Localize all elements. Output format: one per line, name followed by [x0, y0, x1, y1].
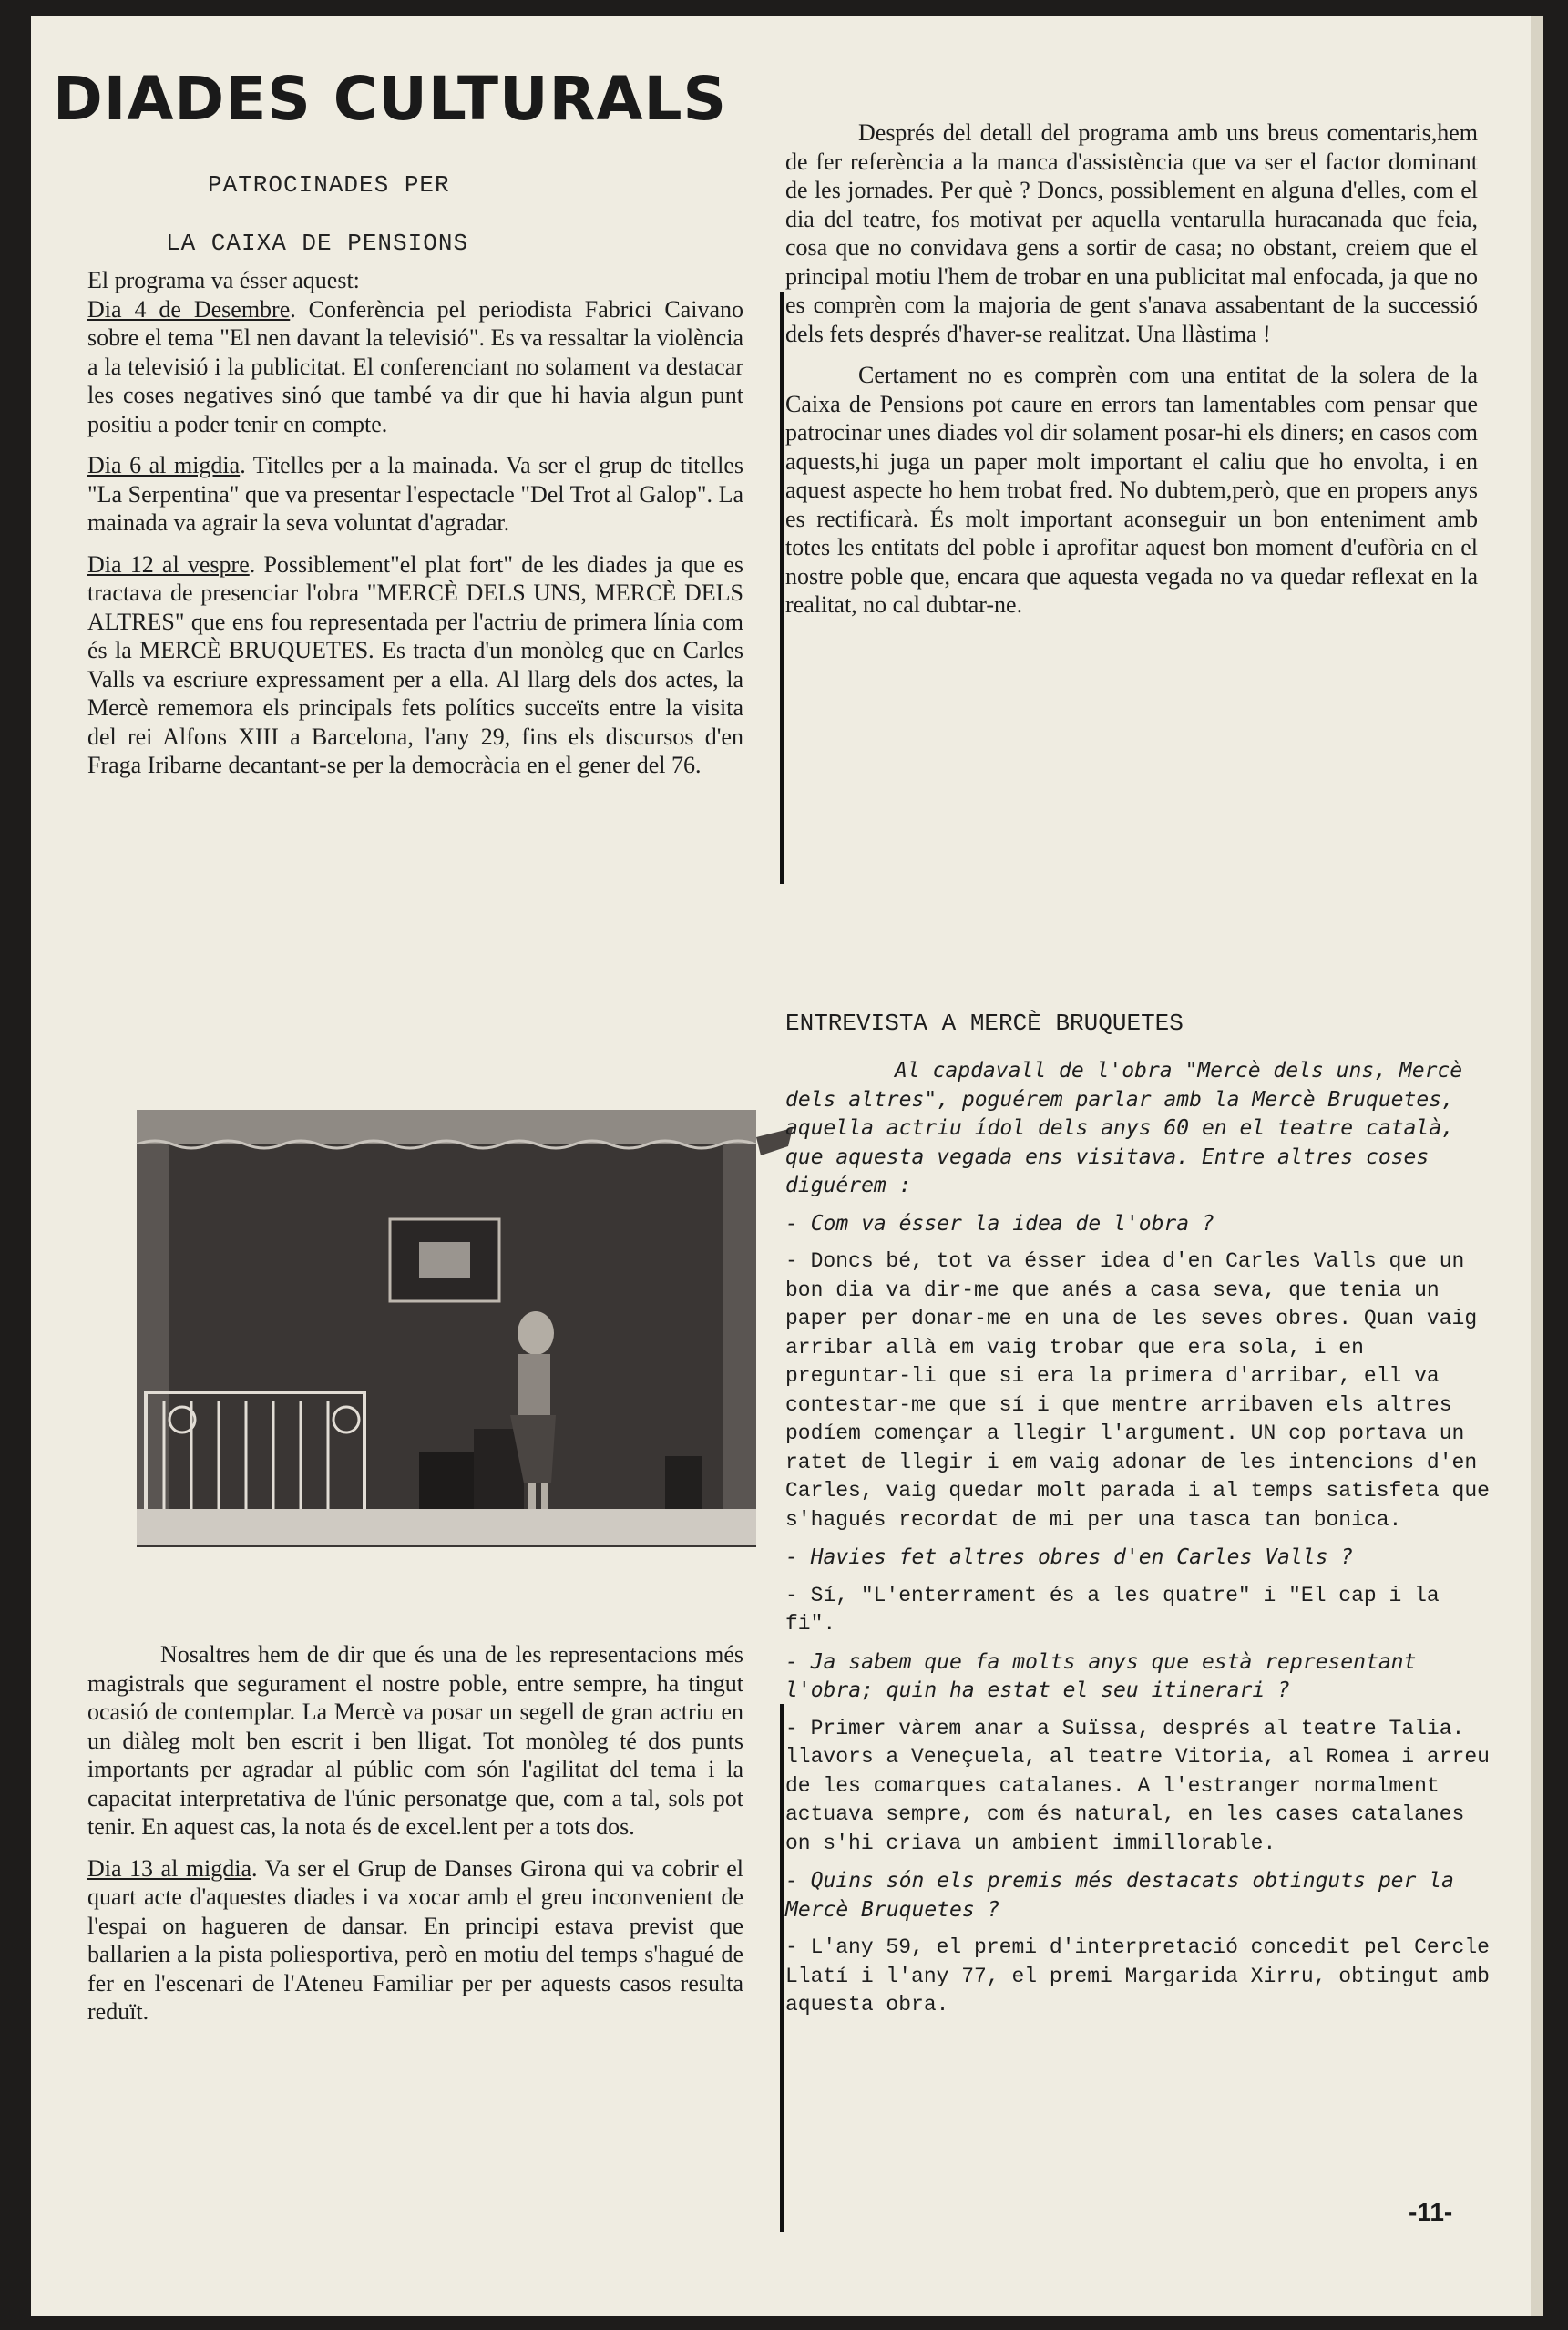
day-text: . Conferència pel periodista Fabrici Caivano sobre el tema "El nen davant la televisió". Es va ressaltar la violència a la televisió i la publicitat. El conferenciant no solament va destacar les coses negatives sinó que també va dir que hi havia algun punt positiu a poder tenir en compte. [87, 295, 743, 437]
interview-answer: - L'any 59, el premi d'interpretació concedit pel Cercle Llatí i l'any 77, el premi Margarida Xirru, obtingut amb aquesta obra. [785, 1935, 1490, 2017]
program-day-6 [87, 451, 743, 538]
interview-answer: - Doncs bé, tot va ésser idea d'en Carles Valls que un bon dia va dir-me que anés a casa seva, que tenia un paper per donar-me en una de les seves obres. Quan vaig arribar allà em vaig trobar que era sola, i en preguntar-li que si era la primera d'arribar, ell va contestar-me que sí i que mentre arribaven els altres podíem començar a llegir l'argument. UN cop portava un ratet de llegir i em vaig adonar de les intencions d'en Carles, vaig quedar molt parada i al temps satisfeta que s'hagués recordat de mi per una tasca tan bonica. [785, 1249, 1490, 1532]
interview-answer: - Sí, "L'enterrament és a les quatre" i "El cap i la fi". [785, 1583, 1440, 1636]
program-lead: El programa va ésser aquest: [87, 267, 360, 293]
day-label: Dia 4 de Desembre [87, 295, 291, 323]
program-day-13 [87, 1854, 743, 2027]
day-text: . Va ser el Grup de Danses Girona qui va cobrir el quart acte d'aquestes diades i va xocar amb el greu inconvenient de l'espai on hagueren de dansar. En principi estava previst que ballarien a la pista poliesportiva, però en motiu del temps s'hagué de fer en l'escenari de l'Ateneu Familiar per per aquests casos resulta reduït. [87, 1854, 743, 2025]
interview-question: - Havies fet altres obres d'en Carles Valls ? [785, 1545, 1354, 1569]
interview-title: ENTREVISTA A MERCÈ BRUQUETES [785, 1010, 1184, 1037]
day-label: Dia 6 al migdia [87, 452, 241, 478]
column-rule [780, 1704, 784, 2232]
day-label: Dia 12 al vespre [87, 550, 250, 578]
interview-answer: - Primer vàrem anar a Suïssa, després al teatre Talia. llavors a Veneçuela, al teatre Vitoria, al Romea i arreu de les comarques catalanes. A l'estranger normalment actuava sempre, com és natural, en les cases catalanes on s'hi criava un ambient immillorable. [785, 1716, 1490, 1855]
interview-question: - Quins són els premis més destacats obtinguts per la Mercè Bruquetes ? [785, 1869, 1454, 1922]
sponsor-line-2: LA CAIXA DE PENSIONS [166, 230, 469, 257]
program-day-12 [87, 550, 743, 780]
day-text: . Possiblement"el plat fort" de les diades ja que es tractava de presenciar l'obra "MERCÈ DELS UNS, MERCÈ DELS ALTRES" que ens fou representada per l'actriu de primera línia com és la MERCÈ BRUQUETES. Es tracta d'un monòleg que en Carles Valls va escriure expressament per a ella. Al llarg dels dos actes, la Mercè rememora els principals fets polítics succeïts entre la visita del rei Alfons XIII a Barcelona, l'any 29, fins els discursos d'en Fraga Iribarne decantant-se per la democràcia en el gener del 76. [87, 550, 743, 778]
commentary-paragraph-2: Certament no es comprèn com una entitat de la solera de la Caixa de Pensions pot caure en errors tan lamentables com pensar que patrocinar unes diades vol dir solament posar-hi els diners; en casos com aquests,hi juga un paper molt important el caliu que ho envolta, i en aquest aspecte ho hem trobat fred. No dubtem,però, que en propers anys es rectificarà. És molt important aconseguir un bon enteniment amb totes les entitats del poble i aprofitar aquest bon moment d'eufòria en el nostre poble que, encara que aquesta vegada no va quedar reflexat en la realitat, no cal dubtar-ne. [785, 362, 1478, 618]
program-column [87, 266, 743, 793]
stage-photo [128, 1101, 793, 1575]
review-column [87, 1640, 743, 2039]
day-text: . Titelles per a la mainada. Va ser el grup de titelles "La Serpentina" que va presentar l'espectacle "Del Trot al Galop". La mainada va agrair la seva voluntat d'agradar. [87, 452, 743, 536]
interview-question: - Ja sabem que fa molts anys que està representant l'obra; quin ha estat el seu itinerari ? [785, 1649, 1417, 1702]
day-label: Dia 13 al migdia [87, 1854, 252, 1882]
interview-question: - Com va ésser la idea de l'obra ? [785, 1211, 1214, 1236]
article-title: DIADES CULTURALS [53, 64, 728, 134]
interview-intro: Al capdavall de l'obra "Mercè dels uns, Mercè dels altres", poguérem parlar amb la Mercè Bruquetes, aquella actriu ídol dels anys 60 en el teatre català, que aquesta vegada ens visitava. Entre altres coses diguérem : [785, 1059, 1463, 1197]
commentary-paragraph-1: Després del detall del programa amb uns breus comentaris,hem de fer referència a la manca d'assistència que va ser el factor dominant de les jornades. Per què ? Doncs, possiblement en alguna d'elles, com el dia del teatre, fos motivat per aquella ventarulla huracanada que feia, cosa que no convidava gens a sortir de casa; no obstant, creiem que el principal motiu l'hem de trobar en una publicitat mal enfocada, ja que no es comprèn com la majoria de gent s'anava assabentant de la successió dels fets després d'haver-se realitzat. Una llàstima ! [785, 119, 1478, 347]
review-paragraph: Nosaltres hem de dir que és una de les representacions més magistrals que segurament el nostre poble, entre sempre, ha tingut ocasió de contemplar. La Mercè va posar un segell de gran actriu en un diàleg molt ben escrit i ben lligat. Tot monòleg té dos punts importants per agradar al públic com són l'agilitat del tema i la capacitat interpretativa de l'únic personatge que, com a tal, sols pot tenir. En aquest cas, la nota és de excel.lent per a tots dos. [87, 1641, 743, 1840]
page-edge [1531, 16, 1543, 2316]
commentary-column [785, 118, 1478, 632]
program-day-4 [87, 266, 743, 438]
page-number: -11- [1409, 2198, 1453, 2226]
sponsor-line-1: PATROCINADES PER [208, 171, 450, 199]
column-rule [780, 292, 784, 884]
interview-body [785, 1057, 1496, 2029]
